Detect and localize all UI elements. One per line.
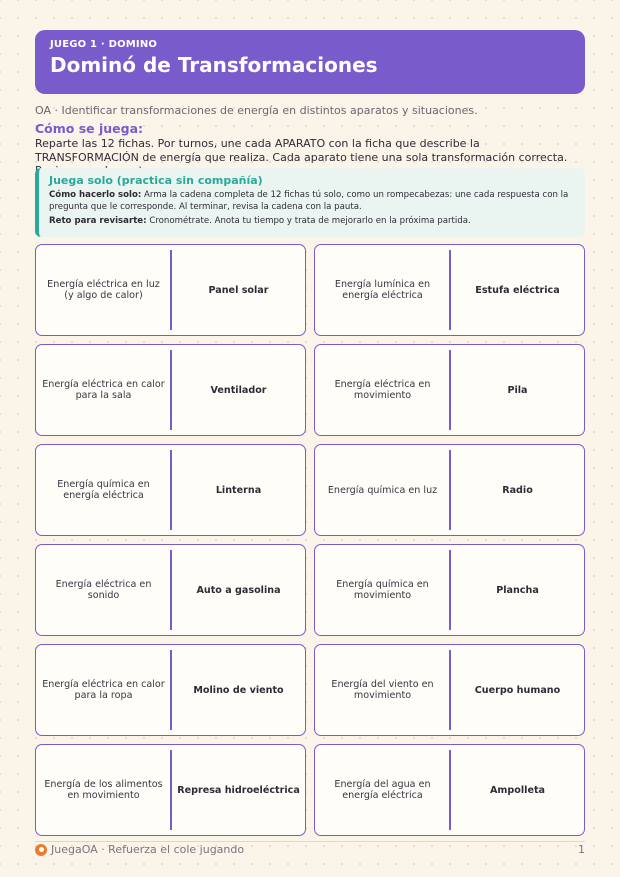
card-transformation: Energía eléctrica en luz (y algo de calor)	[47, 279, 160, 301]
card-transformation: Energía química en movimiento	[336, 579, 429, 601]
solo-play-box	[35, 168, 585, 237]
card-device: Panel solar	[208, 284, 269, 296]
domino-card[interactable]	[35, 544, 306, 636]
card-transformation: Energía química en luz	[327, 484, 438, 496]
card-device: Radio	[502, 484, 533, 496]
card-transformation: Energía química en energía eléctrica	[57, 479, 150, 501]
domino-card[interactable]	[314, 244, 585, 336]
card-transformation: Energía de los alimentos en movimiento	[44, 779, 163, 801]
footer-brand: JuegaOA · Refuerza el cole jugando	[51, 843, 245, 856]
domino-card[interactable]	[314, 444, 585, 536]
card-transformation: Energía eléctrica en calor para la ropa	[42, 679, 165, 701]
card-device: Ampolleta	[489, 784, 546, 796]
solo-how-line	[49, 189, 575, 213]
card-device: Auto a gasolina	[196, 584, 281, 596]
how-to-play-text: Reparte las 12 fichas. Por turnos, une cada APARATO con la ficha que describe la TRANSFORMACIÓN de energía que realiza. Cada aparato tiene una sola transformación correcta.	[35, 137, 568, 164]
domino-card[interactable]	[314, 644, 585, 736]
card-transformation: Energía eléctrica en movimiento	[334, 379, 431, 401]
card-device: Ventilador	[210, 384, 267, 396]
page-title: Dominó de Transformaciones	[50, 53, 378, 77]
card-device: Linterna	[215, 484, 262, 496]
how-to-play-title: Cómo se juega:	[35, 121, 144, 136]
header-kicker: JUEGO 1 · DOMINO	[50, 39, 158, 50]
card-device: Represa hidroeléctrica	[177, 784, 300, 796]
domino-card[interactable]	[314, 744, 585, 836]
domino-card[interactable]	[35, 644, 306, 736]
learning-objective: OA · Identificar transformaciones de energía en distintos aparatos y situaciones.	[35, 104, 478, 117]
page-number: 1	[578, 843, 585, 856]
card-device: Plancha	[496, 584, 539, 596]
domino-card[interactable]	[35, 244, 306, 336]
card-device: Estufa eléctrica	[475, 284, 560, 296]
card-transformation: Energía del viento en movimiento	[331, 679, 434, 701]
card-transformation: Energía eléctrica en sonido	[55, 579, 152, 601]
solo-challenge-text: Cronométrate. Anota tu tiempo y trata de mejorarlo en la próxima partida.	[149, 216, 471, 226]
card-device: Cuerpo humano	[474, 684, 561, 696]
card-transformation: Energía del agua en energía eléctrica	[334, 779, 431, 801]
card-device: Molino de viento	[193, 684, 284, 696]
footer	[35, 843, 244, 856]
card-transformation: Energía eléctrica en calor para la sala	[42, 379, 165, 401]
card-transformation: Energía lumínica en energía eléctrica	[334, 279, 431, 301]
solo-challenge-line	[49, 215, 575, 227]
solo-how-text: Arma la cadena completa de 12 fichas tú solo, como un rompecabezas: une cada respuesta con la pregunta que le corresponde. Al terminar, revisa la cadena con la pauta.	[49, 190, 569, 212]
domino-card[interactable]	[35, 444, 306, 536]
juegaoa-logo-icon	[35, 844, 47, 856]
card-device: Pila	[507, 384, 528, 396]
domino-card[interactable]	[35, 744, 306, 836]
solo-title: Juega solo (practica sin compañía)	[49, 174, 263, 187]
domino-card[interactable]	[314, 344, 585, 436]
footer-divider	[35, 841, 585, 842]
solo-how-label: Cómo hacerlo solo:	[49, 190, 142, 200]
page-header	[35, 30, 585, 94]
domino-card[interactable]	[314, 544, 585, 636]
domino-card[interactable]	[35, 344, 306, 436]
solo-challenge-label: Reto para revisarte:	[49, 216, 147, 226]
